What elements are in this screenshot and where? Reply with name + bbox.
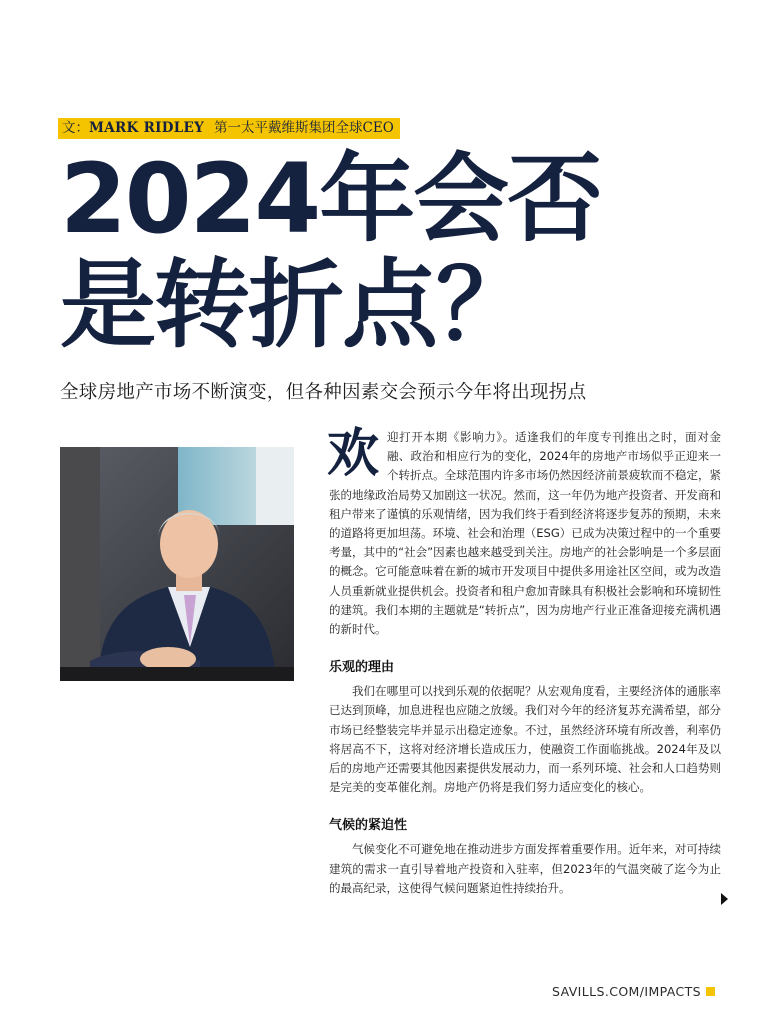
portrait-photo — [60, 447, 294, 681]
byline-role: 第一太平戴维斯集团全球CEO — [214, 120, 394, 136]
footer-url-text: SAVILLS.COM/IMPACTS — [552, 984, 701, 999]
section-heading-climate: 气候的紧迫性 — [329, 818, 408, 834]
title-line-2: 是转折点？ — [60, 249, 530, 361]
byline-author: MARK RIDLEY — [89, 120, 205, 136]
byline-prefix: 文： — [62, 120, 89, 136]
footer-square-icon — [706, 987, 715, 996]
intro-paragraph: 迎打开本期《影响力》。适逢我们的年度专刊推出之时，面对金融、政治和相应行为的变化，2024年的房地产市场似乎正迎来一个转折点。全球范围内许多市场仍然因经济前景疲软而不稳定，紧张的地缘政治局势又加剧这一状况。然而，这一年仍为地产投资者、开发商和租户带来了谨慎的乐观情绪，因为我们终于看到经济将逐步复苏的预期，未来的道路将更加坦荡。环境、社会和治理（ESG）已成为决策过程中的一个重要考量，其中的“社会”因素也越来越受到关注。房地产的社会影响是一个多层面的概念。它可能意味着在新的城市开发项目中提供多用途社区空间，或为改造人员重新就业提供机会。投资者和租户愈加青睐具有积极社会影响和环境韧性的建筑。我们本期的主题就是“转折点”，因为房地产行业正准备迎接充满机遇的新时代。 — [329, 430, 721, 637]
byline — [58, 118, 400, 139]
optimism-paragraph: 我们在哪里可以找到乐观的依据呢？从宏观角度看，主要经济体的通胀率已达到顶峰，加息进程也应随之放缓。我们对今年的经济复苏充满希望，部分市场已经整装完毕并显示出稳定迹象。不过，虽然经济环境有所改善，利率仍将居高不下，这将对经济增长造成压力，使融资工作面临挑战。2024年及以后的房地产还需要其他因素提供发展动力，而一系列环境、社会和人口趋势则是完美的变革催化剂。房地产仍将是我们努力适应变化的核心。 — [329, 684, 721, 795]
article-body — [327, 424, 721, 898]
article-title — [60, 143, 602, 361]
article-subtitle: 全球房地产市场不断演变，但各种因素交会预示今年将出现拐点 — [60, 382, 587, 403]
play-arrow-icon — [721, 893, 728, 905]
climate-paragraph: 气候变化不可避免地在推动进步方面发挥着重要作用。近年来，对可持续建筑的需求一直引导着地产投资和入驻率，但2023年的气温突破了迄今为止的最高纪录，这使得气候问题紧迫性持续抬升。 — [329, 842, 721, 895]
drop-cap: 欢 — [327, 424, 380, 484]
title-line-1: 2024年会否 — [60, 143, 602, 255]
footer-url — [552, 984, 715, 999]
portrait-illustration — [60, 447, 294, 681]
section-heading-optimism: 乐观的理由 — [329, 660, 395, 676]
